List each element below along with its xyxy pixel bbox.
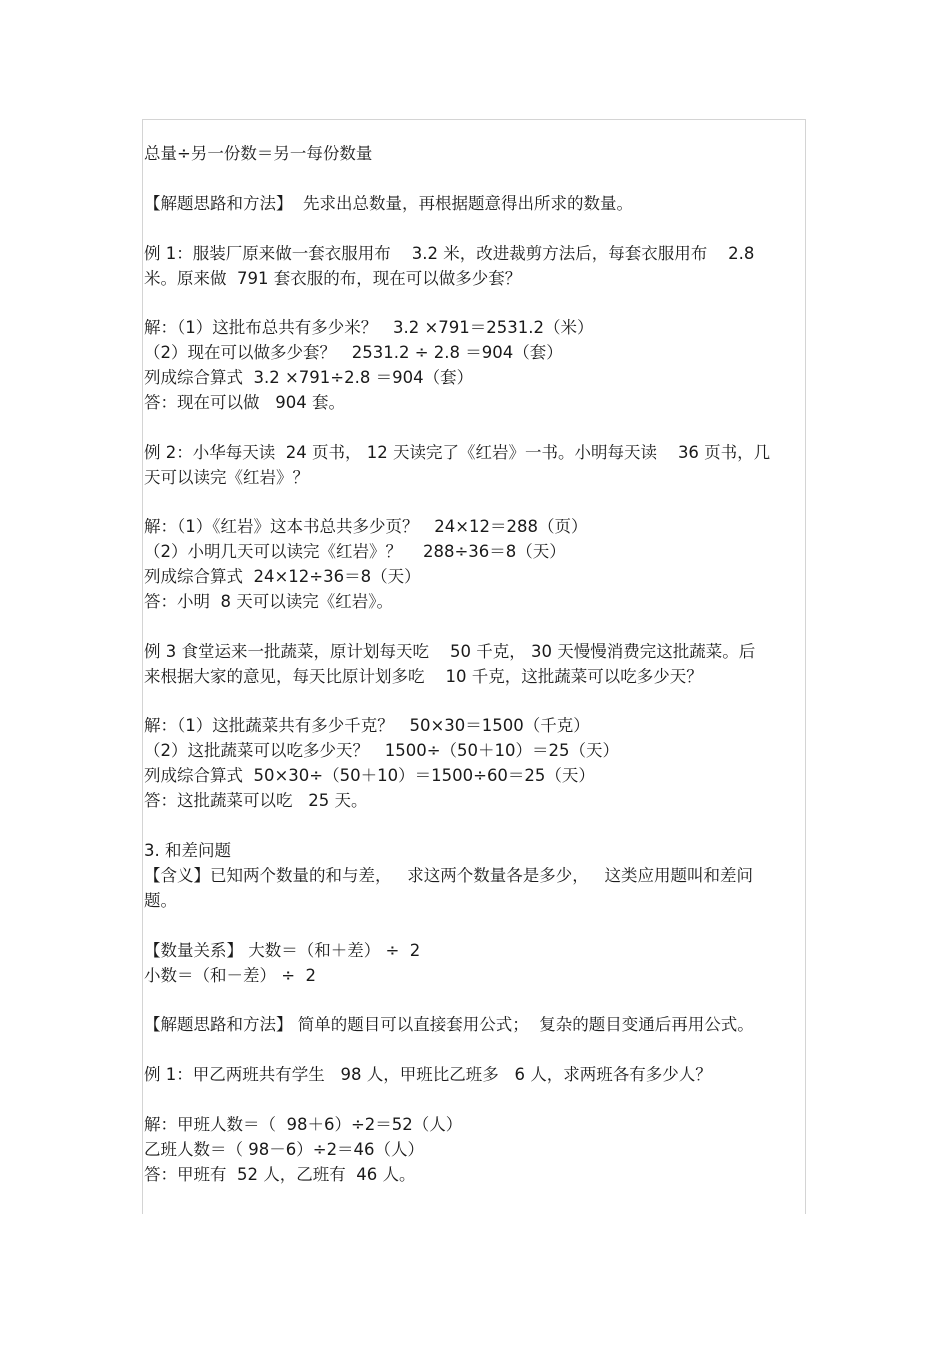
text-line: 列成综合算式 3.2 ×791÷2.8 ＝904（套）	[144, 368, 474, 387]
text-line: （2）小明几天可以读完《红岩》？ 288÷36＝8（天）	[144, 542, 566, 561]
text-line: 答：这批蔬菜可以吃 25 天。	[144, 791, 368, 810]
text-line: 题。	[144, 891, 177, 910]
section-heading: 3. 和差问题	[144, 841, 231, 860]
text-line: 答：小明 8 天可以读完《红岩》。	[144, 592, 393, 611]
text-line: 列成综合算式 24×12÷36＝8（天）	[144, 567, 421, 586]
text-line: 解：（1）这批蔬菜共有多少千克？ 50×30＝1500（千克）	[144, 716, 590, 735]
text-line: 【解题思路和方法】 简单的题目可以直接套用公式； 复杂的题目变通后再用公式。	[144, 1015, 754, 1034]
text-line: 乙班人数＝（ 98－6）÷2＝46（人）	[144, 1140, 425, 1159]
text-line: 解：甲班人数＝（ 98＋6）÷2＝52（人）	[144, 1115, 463, 1134]
text-line: 例 1：甲乙两班共有学生 98 人，甲班比乙班多 6 人，求两班各有多少人？	[144, 1065, 712, 1084]
text-line: 例 2：小华每天读 24 页书， 12 天读完了《红岩》一书。小明每天读 36 页书，几	[144, 443, 771, 462]
text-line: 解：（1）这批布总共有多少米？ 3.2 ×791＝2531.2（米）	[144, 318, 594, 337]
text-line: （2）现在可以做多少套？ 2531.2 ÷ 2.8 ＝904（套）	[144, 343, 563, 362]
text-line: 来根据大家的意见，每天比原计划多吃 10 千克，这批蔬菜可以吃多少天？	[144, 667, 703, 686]
text-line: 例 3 食堂运来一批蔬菜，原计划每天吃 50 千克， 30 天慢慢消费完这批蔬菜。后	[144, 642, 756, 661]
text-line: 答：甲班有 52 人，乙班有 46 人。	[144, 1165, 416, 1184]
text-line: 米。原来做 791 套衣服的布，现在可以做多少套？	[144, 269, 522, 288]
text-line: 【数量关系】 大数＝（和＋差） ÷ 2	[144, 941, 421, 960]
text-line: 答：现在可以做 904 套。	[144, 393, 345, 412]
text-line: 【含义】已知两个数量的和与差， 求这两个数量各是多少， 这类应用题叫和差问	[144, 866, 753, 885]
text-line: 小数＝（和－差） ÷ 2	[144, 966, 317, 985]
text-line: 【解题思路和方法】 先求出总数量，再根据题意得出所求的数量。	[144, 194, 633, 213]
text-line: 总量÷另一份数＝另一每份数量	[144, 144, 373, 163]
text-line: 解：（1）《红岩》这本书总共多少页？ 24×12＝288（页）	[144, 517, 588, 536]
text-line: （2）这批蔬菜可以吃多少天？ 1500÷（50＋10）＝25（天）	[144, 741, 620, 760]
text-line: 天可以读完《红岩》？	[144, 468, 309, 487]
text-line: 列成综合算式 50×30÷（50＋10）＝1500÷60＝25（天）	[144, 766, 595, 785]
text-line: 例 1：服装厂原来做一套衣服用布 3.2 米，改进裁剪方法后，每套衣服用布 2.8	[144, 244, 755, 263]
